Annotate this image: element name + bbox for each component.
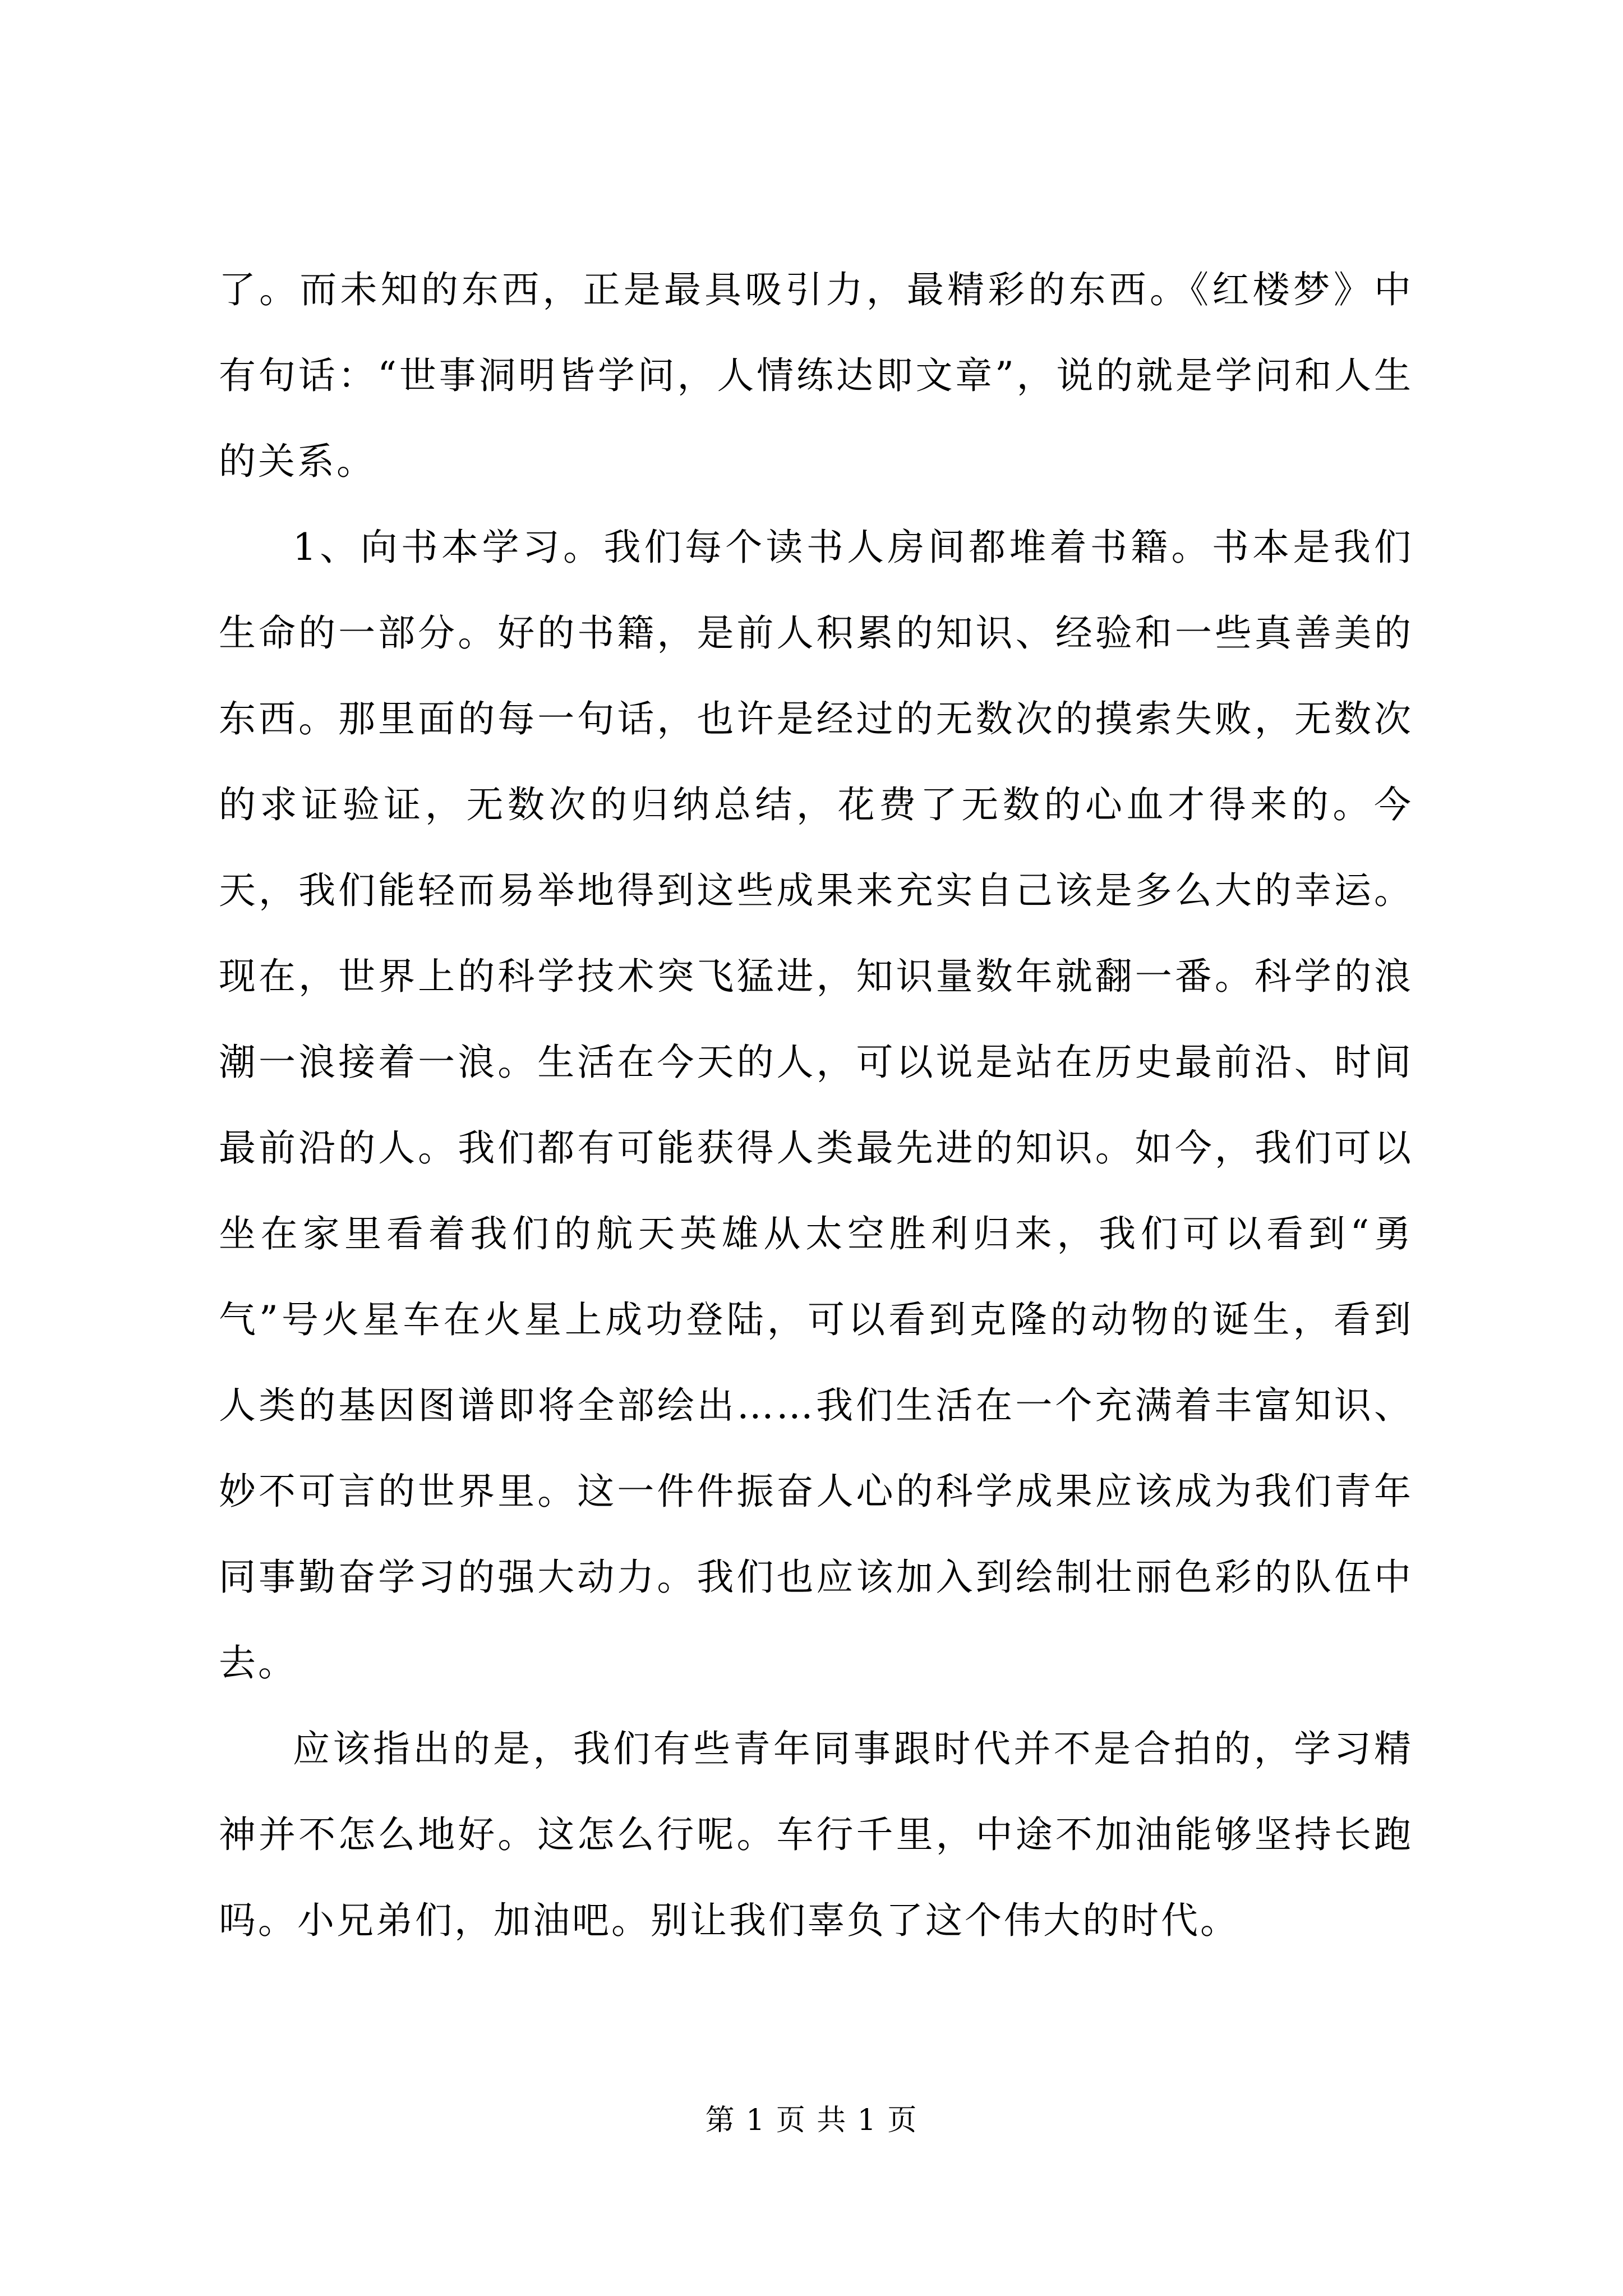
paragraph-conclusion: 应该指出的是，我们有些青年同事跟时代并不是合拍的，学习精神并不怎么地好。这怎么行呢。车行千里，中途不加油能够坚持长跑吗。小兄弟们，加油吧。别让我们辜负了这个伟大的时代。 (219, 1727, 1413, 1942)
document-body (219, 247, 1413, 1963)
paragraph-continuation: 了。而未知的东西，正是最具吸引力，最精彩的东西。《红楼梦》中有句话：“世事洞明皆学问，人情练达即文章”，说的就是学问和人生的关系。 (219, 268, 1413, 483)
page-footer: 第 1 页 共 1 页 (705, 2104, 918, 2137)
paragraph-learn-from-books: 1、向书本学习。我们每个读书人房间都堆着书籍。书本是我们生命的一部分。好的书籍，是前人积累的知识、经验和一些真善美的东西。那里面的每一句话，也许是经过的无数次的摸索失败，无数次的求证验证，无数次的归纳总结，花费了无数的心血才得来的。今天，我们能轻而易举地得到这些成果来充实自己该是多么大的幸运。现在，世界上的科学技术突飞猛进，知识量数年就翻一番。科学的浪潮一浪接着一浪。生活在今天的人，可以说是站在历史最前沿、时间最前沿的人。我们都有可能获得人类最先进的知识。如今，我们可以坐在家里看着我们的航天英雄从太空胜利归来，我们可以看到“勇气”号火星车在火星上成功登陆，可以看到克隆的动物的诞生，看到人类的基因图谱即将全部绘出……我们生活在一个充满着丰富知识、妙不可言的世界里。这一件件振奋人心的科学成果应该成为我们青年同事勤奋学习的强大动力。我们也应该加入到绘制壮丽色彩的队伍中去。 (219, 526, 1413, 1685)
